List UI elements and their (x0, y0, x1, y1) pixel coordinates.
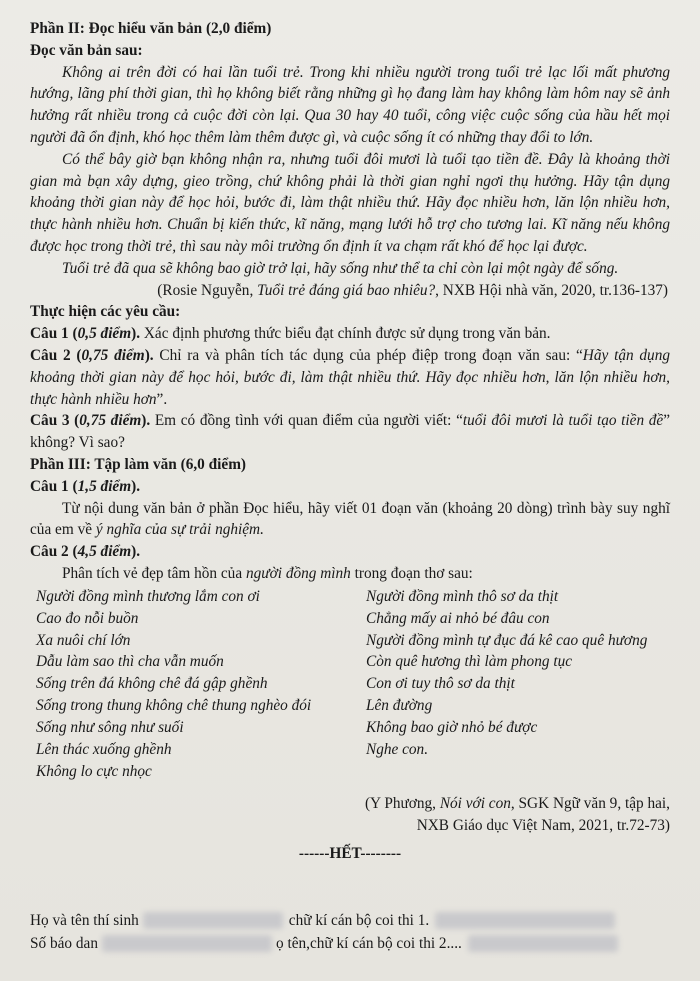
passage-para-3: Tuổi trẻ đã qua sẽ không bao giờ trở lại, hãy sống như thể ta chỉ còn lại một ngày để sống. (62, 259, 619, 277)
question-2: Câu 2 (0,75 điểm). Chỉ ra và phân tích tác dụng của phép điệp trong đoạn văn sau: “Hãy tận dụng khoảng thời gian này để học hỏi, bước đi, làm thật nhiều thứ. Hãy đọc nhiều hơn, lăn lộn nhiều hơn, thực hành nhiều hơn”. (30, 346, 670, 408)
essay-1-label: Câu 1 (1,5 điểm). (30, 477, 141, 495)
candidate-name-label: Họ và tên thí sinh (30, 912, 139, 929)
essay-1-text: Từ nội dung văn bản ở phần Đọc hiểu, hãy viết 01 đoạn văn (khoảng 20 dòng) trình bày suy nghĩ của em về ý nghĩa của sự trải nghiệm. (30, 499, 670, 539)
poem-line: Dẫu làm sao thì cha vẫn muốn (36, 653, 224, 671)
question-1: Câu 1 (0,5 điểm). Xác định phương thức biểu đạt chính được sử dụng trong văn bản. (30, 325, 551, 343)
poem (30, 586, 670, 783)
tasks-label: Thực hiện các yêu cầu: (30, 303, 181, 321)
poem-line: Không lo cực nhọc (36, 762, 152, 780)
redacted-signature-2 (468, 935, 618, 952)
poem-line: Sống trên đá không chê đá gập ghềnh (36, 675, 268, 693)
redacted-name (143, 912, 283, 929)
poem-line: Người đồng mình tự đục đá kê cao quê hương (366, 631, 648, 649)
poem-line: Cao đo nỗi buồn (36, 609, 139, 627)
poem-line: Nghe con. (366, 740, 429, 758)
question-3: Câu 3 (0,75 điểm). Em có đồng tình với quan điểm của người viết: “tuổi đôi mươi là tuổi tạo tiền đề” không? Vì sao? (30, 412, 670, 452)
proctor-1-signature-label: chữ kí cán bộ coi thi 1. (288, 912, 430, 929)
poem-line: Chẳng mấy ai nhỏ bé đâu con (366, 609, 550, 627)
essay-2-label: Câu 2 (4,5 điểm). (30, 543, 141, 561)
poem-right-column (366, 586, 647, 783)
redacted-number (102, 935, 272, 952)
poem-citation: (Y Phương, Nói với con, SGK Ngữ văn 9, tập hai, NXB Giáo dục Việt Nam, 2021, tr.72-73) (364, 794, 670, 834)
part3-heading: Phần III: Tập làm văn (6,0 điểm) (30, 455, 247, 473)
poem-line: Xa nuôi chí lớn (36, 631, 131, 649)
candidate-footer (30, 909, 670, 955)
passage-source: (Rosie Nguyễn, Tuổi trẻ đáng giá bao nhiêu?, NXB Hội nhà văn, 2020, tr.136-137) (157, 281, 668, 299)
end-mark: ------HẾT-------- (298, 844, 402, 862)
part2-heading: Phần II: Đọc hiểu văn bản (2,0 điểm) (30, 20, 272, 37)
poem-line: Người đồng mình thương lắm con ơi (36, 587, 260, 605)
read-label: Đọc văn bản sau: (30, 41, 143, 59)
poem-line: Lên thác xuống ghềnh (36, 740, 172, 758)
poem-line: Sống như sông như suối (36, 719, 184, 737)
proctor-2-signature-label: chữ kí cán bộ coi thi 2.... (309, 935, 462, 952)
poem-line: Còn quê hương thì làm phong tục (366, 653, 573, 671)
redacted-signature-1 (435, 912, 615, 929)
essay-2-text: Phân tích vẻ đẹp tâm hồn của người đồng mình trong đoạn thơ sau: (62, 564, 473, 582)
poem-line: Lên đường (366, 697, 433, 715)
proctor-2-name-label: ọ tên, (275, 935, 310, 952)
poem-line: Người đồng mình thô sơ da thịt (366, 587, 559, 605)
candidate-number-label: Số báo dan (30, 935, 98, 952)
poem-line: Không bao giờ nhỏ bé được (366, 719, 538, 737)
passage-para-1: Không ai trên đời có hai lần tuổi trẻ. Trong khi nhiều người trong tuổi trẻ lạc lối mất phương hướng, lãng phí thời gian, thì họ không biết rằng những gì họ đang làm hay không làm hôm nay sẽ ảnh hưởng rất nhiều trong cả cuộc đời còn lại. Qua 30 hay 40 tuổi, công việc cuộc sống của hầu hết mọi người đã ổn định, khó học thêm làm thêm được gì, và cuộc sống ít có những thay đổi to lớn. (30, 63, 670, 146)
poem-line: Sống trong thung không chê thung nghèo đói (36, 697, 312, 715)
poem-left-column (36, 586, 366, 783)
poem-line: Con ơi tuy thô sơ da thịt (366, 675, 515, 693)
footer-row-1 (30, 909, 670, 932)
passage-para-2: Có thể bây giờ bạn không nhận ra, nhưng tuổi đôi mươi là tuổi tạo tiền đề. Đây là khoảng thời gian mà bạn xây dựng, gieo trồng, chứ không phải là thời gian nghỉ ngơi thụ hưởng. Hãy tận dụng khoảng thời gian này để học hỏi, bước đi, làm thật nhiều thứ. Hãy đọc nhiều hơn, lăn lộn nhiều hơn, thực hành nhiều hơn. Chuẩn bị kiến thức, kĩ năng, mạng lưới hỗ trợ cho tương lai. Kĩ năng nếu không được học trong thời trẻ, thì sau này môi trường ổn định ít va chạm rất khó để học lại được. (30, 150, 670, 255)
footer-row-2 (30, 932, 670, 955)
